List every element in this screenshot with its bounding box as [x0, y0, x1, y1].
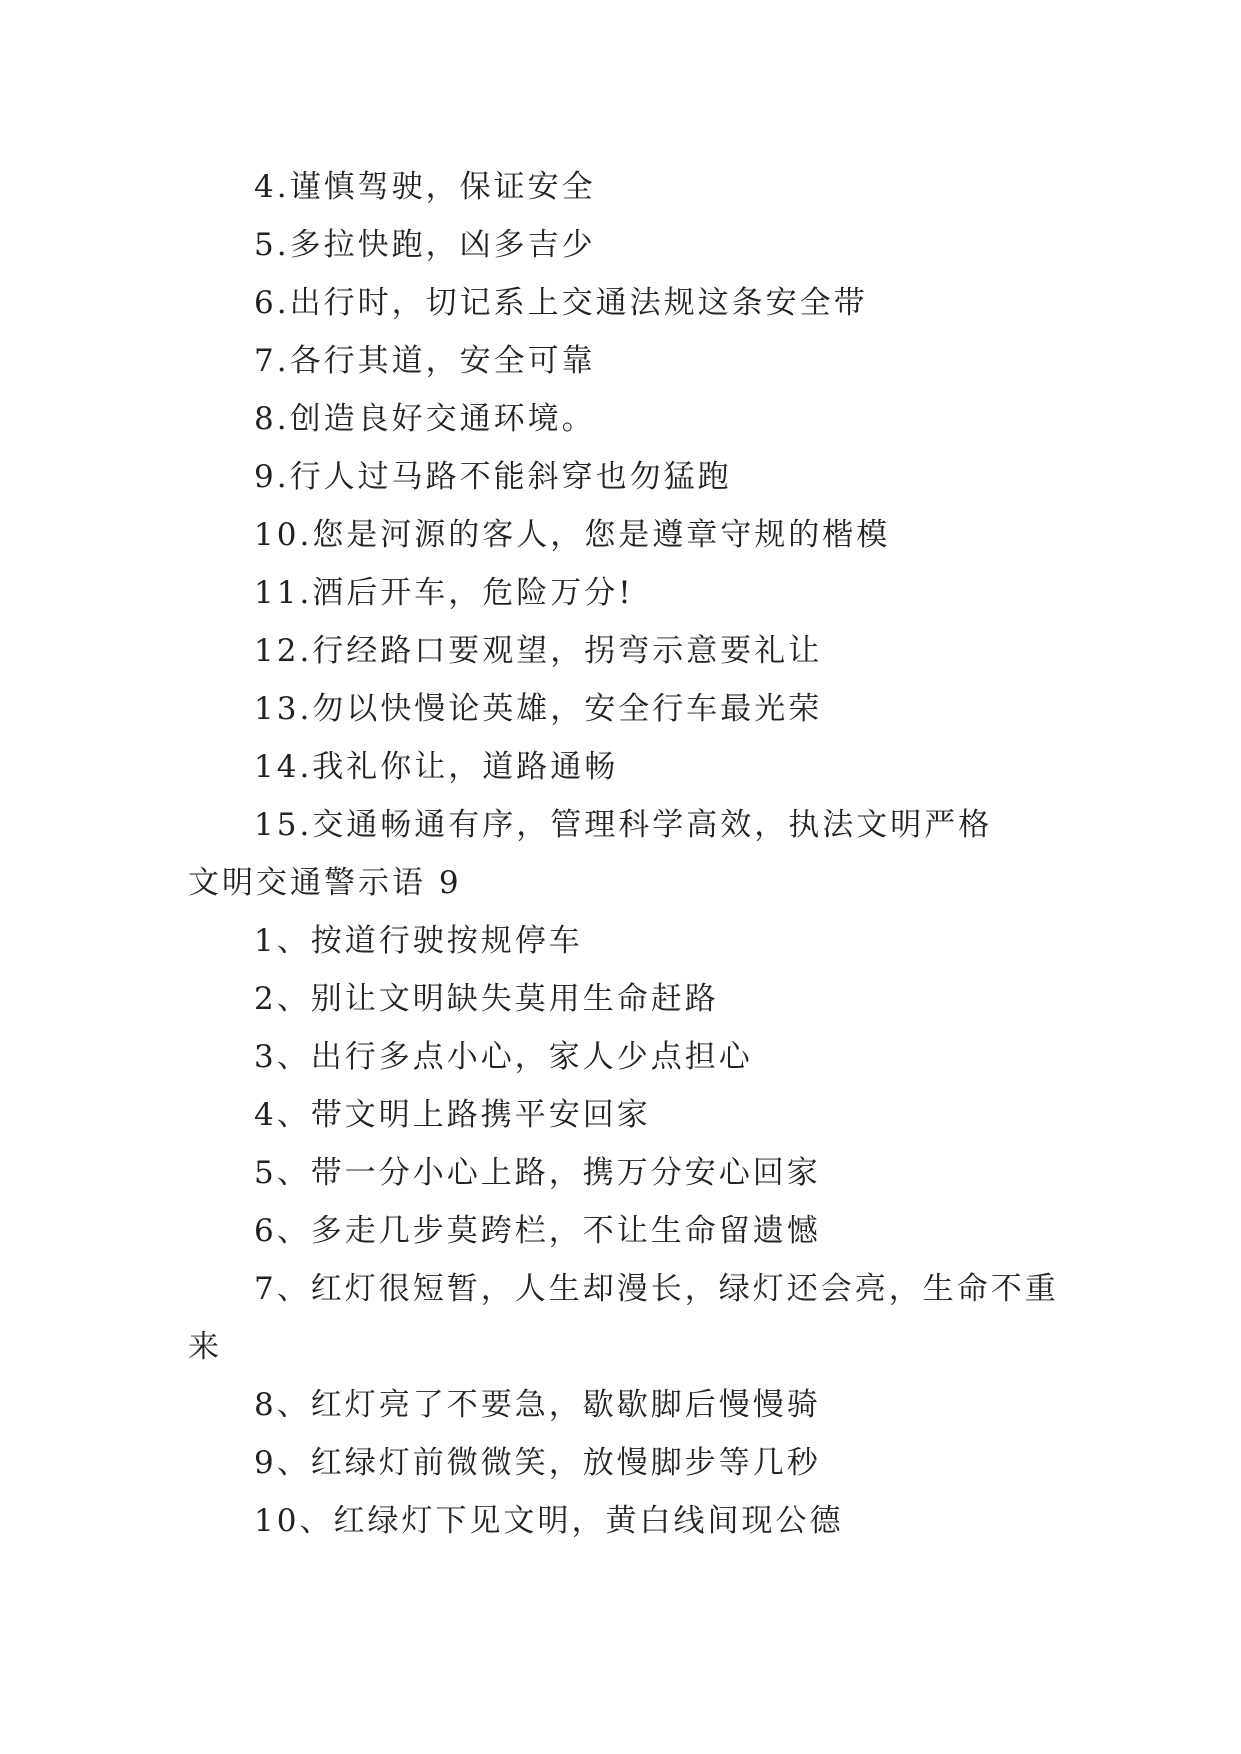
slogan-item: 2、别让文明缺失莫用生命赶路 [254, 981, 719, 1017]
slogan-item: 5、带一分小心上路，携万分安心回家 [254, 1155, 821, 1191]
slogan-item: 10、红绿灯下见文明，黄白线间现公德 [254, 1503, 844, 1539]
slogan-item: 14.我礼你让，道路通畅 [254, 749, 619, 785]
slogan-item: 12.行经路口要观望，拐弯示意要礼让 [254, 633, 823, 669]
slogan-item: 6、多走几步莫跨栏，不让生命留遗憾 [254, 1213, 821, 1249]
slogan-item: 15.交通畅通有序，管理科学高效，执法文明严格 [254, 807, 993, 843]
slogan-item: 3、出行多点小心，家人少点担心 [254, 1039, 753, 1075]
slogan-item: 10.您是河源的客人，您是遵章守规的楷模 [254, 517, 891, 553]
slogan-item: 8、红灯亮了不要急，歇歇脚后慢慢骑 [254, 1387, 821, 1423]
slogan-item: 9.行人过马路不能斜穿也勿猛跑 [254, 459, 732, 495]
section-heading: 文明交通警示语 9 [188, 865, 462, 901]
slogan-item-continuation: 来 [188, 1329, 222, 1365]
slogan-item: 9、红绿灯前微微笑，放慢脚步等几秒 [254, 1445, 821, 1481]
slogan-item: 8.创造良好交通环境。 [254, 401, 596, 437]
slogan-item: 1、按道行驶按规停车 [254, 923, 583, 959]
slogan-item: 7.各行其道，安全可靠 [254, 343, 596, 379]
slogan-item: 13.勿以快慢论英雄，安全行车最光荣 [254, 691, 823, 727]
slogan-item: 11.酒后开车，危险万分! [254, 575, 634, 611]
slogan-item: 4.谨慎驾驶，保证安全 [254, 169, 596, 205]
slogan-item: 7、红灯很短暂，人生却漫长，绿灯还会亮，生命不重 [254, 1271, 1059, 1307]
slogan-item: 4、带文明上路携平安回家 [254, 1097, 651, 1133]
slogan-item: 6.出行时，切记系上交通法规这条安全带 [254, 285, 868, 321]
slogan-item: 5.多拉快跑，凶多吉少 [254, 227, 596, 263]
